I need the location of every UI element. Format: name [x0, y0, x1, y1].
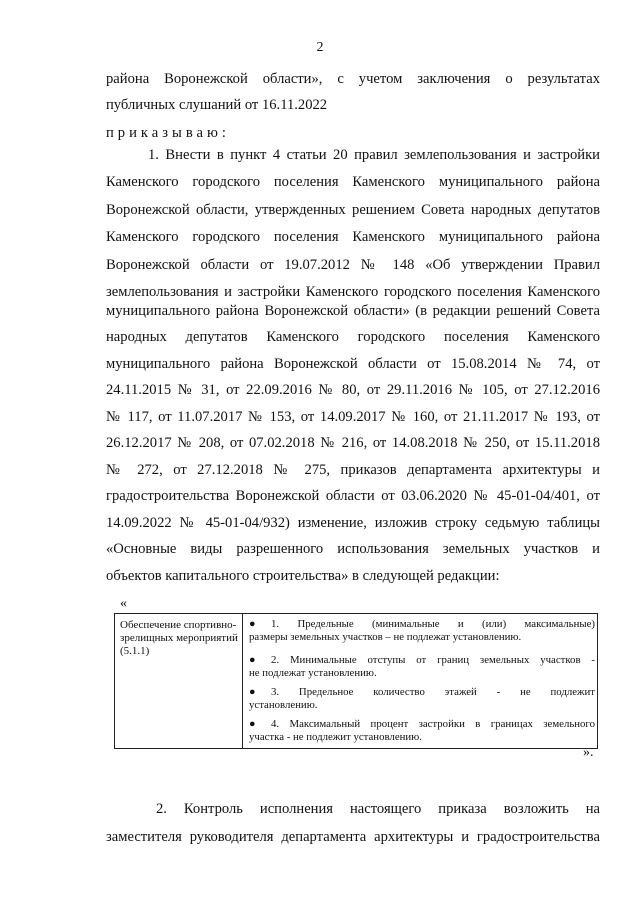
text-line: Каменского городского поселения Каменского муниципального района	[106, 174, 600, 190]
text-line: 14.09.2022 № 45-01-04/932) изменение, изложив строку седьмую таблицы	[106, 515, 600, 531]
text-line: градостроительства Воронежской области от 03.06.2020 № 45-01-04/401, от	[106, 488, 600, 504]
text-line: народных депутатов Каменского городского поселения Каменского	[106, 329, 600, 345]
item-second-line: размеры земельных участков – не подлежат установлению.	[249, 631, 522, 643]
table-item	[249, 654, 595, 680]
item-first-line: 4. Максимальный процент застройки в границах земельного	[271, 718, 595, 730]
text-line: приказываю:	[106, 125, 230, 141]
text-line: № 272, от 27.12.2018 № 275, приказов департамента архитектуры и	[106, 462, 600, 478]
text-line: заместителя руководителя департамента архитектуры и градостроительства	[106, 829, 600, 845]
text-line: 26.12.2017 № 208, от 07.02.2018 № 216, от 14.08.2018 № 250, от 15.11.2018	[106, 435, 600, 451]
item-second-line: установлению.	[249, 699, 318, 711]
bullet-icon: ●	[249, 618, 256, 630]
item-second-line: не подлежат установлению.	[249, 667, 377, 679]
text-line: землепользования и застройки Каменского городского поселения Каменского	[106, 284, 600, 300]
text-line: муниципального района Воронежской области от 15.08.2014 № 74, от	[106, 356, 600, 372]
text-line: объектов капитального строительства» в следующей редакции:	[106, 568, 500, 584]
bullet-icon: ●	[249, 686, 256, 698]
bullet-icon: ●	[249, 654, 256, 666]
text-line: муниципального района Воронежской области» (в редакции решений Совета	[106, 303, 600, 319]
table-divider	[242, 614, 243, 748]
quote-close: ».	[583, 745, 594, 760]
bullet-icon: ●	[249, 718, 256, 730]
item-first-line: 3. Предельное количество этажей - не подлежит	[271, 686, 595, 698]
text-line: № 117, от 11.07.2017 № 153, от 14.09.2017 № 160, от 21.11.2017 № 193, от	[106, 409, 600, 425]
text-line: 1. Внести в пункт 4 статьи 20 правил землепользования и застройки	[148, 147, 600, 163]
text-line: 24.11.2015 № 31, от 22.09.2016 № 80, от 29.11.2016 № 105, от 27.12.2016	[106, 382, 600, 398]
item-second-line: участка - не подлежит установлению.	[249, 731, 422, 743]
table-item	[249, 618, 595, 644]
quote-open: «	[120, 596, 127, 611]
page-number: 2	[316, 40, 324, 55]
item-first-line: 1. Предельные (минимальные и (или) максимальные)	[271, 618, 595, 630]
text-line: района Воронежской области», с учетом заключения о результатах	[106, 71, 600, 87]
text-line: Каменского городского поселения Каменского муниципального района	[106, 229, 600, 245]
table-left-cell: Обеспечение спортивно-зрелищных мероприятий (5.1.1)	[120, 619, 238, 657]
text-line: публичных слушаний от 16.11.2022	[106, 97, 328, 113]
text-line: 2. Контроль исполнения настоящего приказа возложить на	[156, 801, 600, 817]
item-first-line: 2. Минимальные отступы от границ земельных участков -	[271, 654, 595, 666]
text-line: Воронежской области от 19.07.2012 № 148 «Об утверждении Правил	[106, 257, 600, 273]
table-item	[249, 686, 595, 712]
land-use-table	[114, 613, 598, 749]
table-item	[249, 718, 595, 744]
text-line: «Основные виды разрешенного использования земельных участков и	[106, 541, 600, 557]
text-line: Воронежской области, утвержденных решением Совета народных депутатов	[106, 202, 600, 218]
